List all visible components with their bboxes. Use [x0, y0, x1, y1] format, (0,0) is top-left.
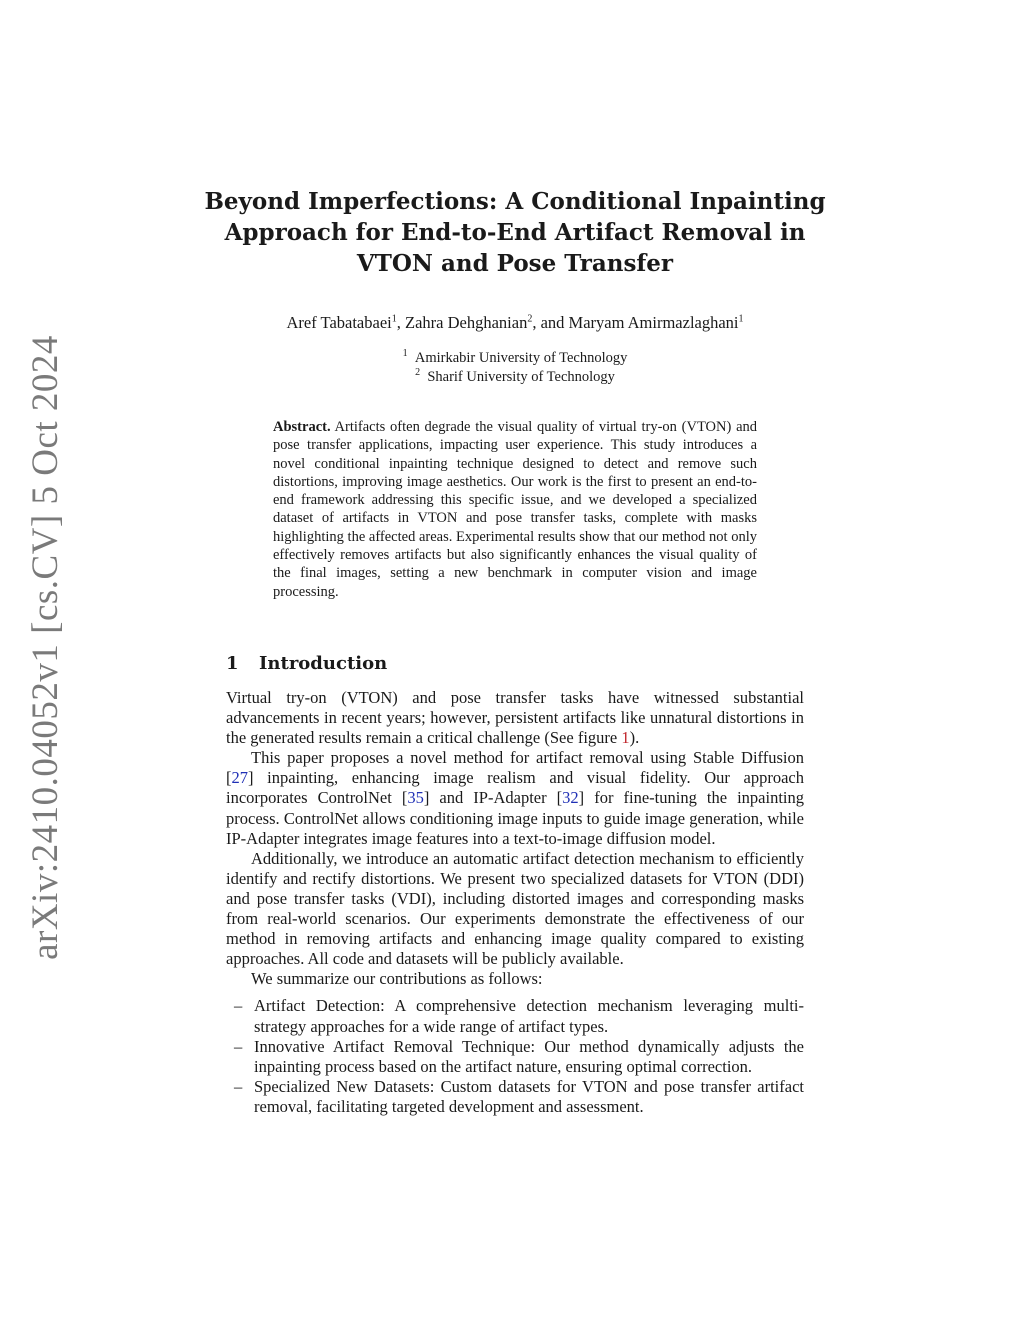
author-separator: ,	[396, 313, 405, 332]
list-item	[226, 1077, 804, 1117]
arxiv-identifier: arXiv:2410.04052v1 [cs.CV] 5 Oct 2024	[24, 335, 66, 960]
paragraph-text: ] for fine-tuning the inpainting process. ControlNet allows conditioning image inputs to guide image generation, while IP-Adapter integrates image features into a text-to-image diffusion model.	[226, 788, 804, 848]
citation-link[interactable]: 27	[231, 768, 248, 788]
section-title: Introduction	[259, 653, 388, 674]
contributions-list	[226, 996, 804, 1117]
paragraph: We summarize our contributions as follows:	[251, 969, 543, 989]
citation-link[interactable]: 35	[407, 788, 424, 808]
paragraph-text: This paper proposes a novel method for artifact removal using Stable Diffusion [	[226, 748, 804, 788]
list-marker: –	[234, 1076, 243, 1096]
figure-reference-link[interactable]: 1	[621, 728, 630, 748]
paragraph	[226, 748, 804, 848]
title-line: Beyond Imperfections: A Conditional Inpainting	[204, 188, 826, 215]
paragraph-text: ] and IP-Adapter [	[423, 788, 563, 808]
paragraph-text: ).	[629, 728, 640, 748]
affiliation-name: Sharif University of Technology	[427, 369, 615, 385]
introduction-body	[226, 688, 804, 1117]
title-line: VTON and Pose Transfer	[356, 250, 674, 277]
author-list	[200, 312, 830, 334]
abstract-text: Artifacts often degrade the visual quality of virtual try-on (VTON) and pose transfer applications, impacting user experience. This study introduces a novel conditional inpainting technique designed to detect and remove such distortions, improving image aesthetics. Our work is the first to present an end-to-end framework addressing this specific issue, and we developed a specialized dataset of artifacts in VTON and pose transfer tasks, complete with masks highlighting the affected areas. Experimental results show that our method not only effectively removes artifacts but also significantly enhances the visual quality of the final images, setting a new benchmark in computer vision and image processing.	[273, 419, 758, 600]
citation-link[interactable]: 32	[562, 788, 579, 808]
abstract	[273, 418, 757, 601]
author-name: Aref Tabatabaei	[286, 313, 392, 332]
affiliation-mark: 2	[415, 367, 421, 379]
affiliation	[200, 349, 830, 368]
list-item-text: Innovative Artifact Removal Technique: Our method dynamically adjusts the inpainting process based on the artifact nature, ensuring optimal correction.	[254, 1036, 804, 1076]
author-affiliation-mark: 1	[391, 313, 397, 325]
author-affiliation-mark: 2	[527, 313, 533, 325]
list-marker: –	[234, 996, 243, 1016]
list-item-text: Artifact Detection: A comprehensive detection mechanism leveraging multi-strategy approaches for a wide range of artifact types.	[254, 996, 804, 1036]
list-marker: –	[234, 1036, 243, 1056]
list-item	[226, 996, 804, 1036]
arxiv-watermark	[20, 335, 70, 960]
author-name: Maryam Amirmazlaghani	[568, 313, 739, 332]
affiliation	[200, 368, 830, 387]
title-line: Approach for End-to-End Artifact Removal in	[224, 219, 806, 246]
section-number: 1	[226, 653, 239, 674]
affiliation-mark: 1	[402, 348, 408, 360]
paragraph-text: Virtual try-on (VTON) and pose transfer tasks have witnessed substantial advancements in recent years; however, persistent artifacts like unnatural distortions in the generated results remain a critical challenge (See figure	[226, 688, 804, 748]
paragraph-text: ] inpainting, enhancing image realism and visual fidelity. Our approach incorporates ControlNet [	[226, 768, 804, 808]
abstract-label: Abstract.	[273, 419, 331, 435]
author-separator: , and	[532, 313, 569, 332]
paper-title	[200, 186, 830, 279]
author-name: Zahra Dehghanian	[405, 313, 528, 332]
section-heading	[226, 652, 387, 676]
list-item	[226, 1037, 804, 1077]
list-item-text: Specialized New Datasets: Custom datasets for VTON and pose transfer artifact removal, facilitating targeted development and assessment.	[254, 1076, 804, 1116]
paragraph	[226, 688, 804, 748]
affiliation-name: Amirkabir University of Technology	[414, 350, 628, 366]
paragraph: Additionally, we introduce an automatic artifact detection mechanism to efficiently identify and rectify distortions. We present two specialized datasets for VTON (DDI) and pose transfer tasks (VDI), including distorted images and corresponding masks from real-world scenarios. Our experiments demonstrate the effectiveness of our method in removing artifacts and enhancing image quality compared to existing approaches. All code and datasets will be publicly available.	[226, 848, 804, 969]
author-affiliation-mark: 1	[738, 313, 744, 325]
